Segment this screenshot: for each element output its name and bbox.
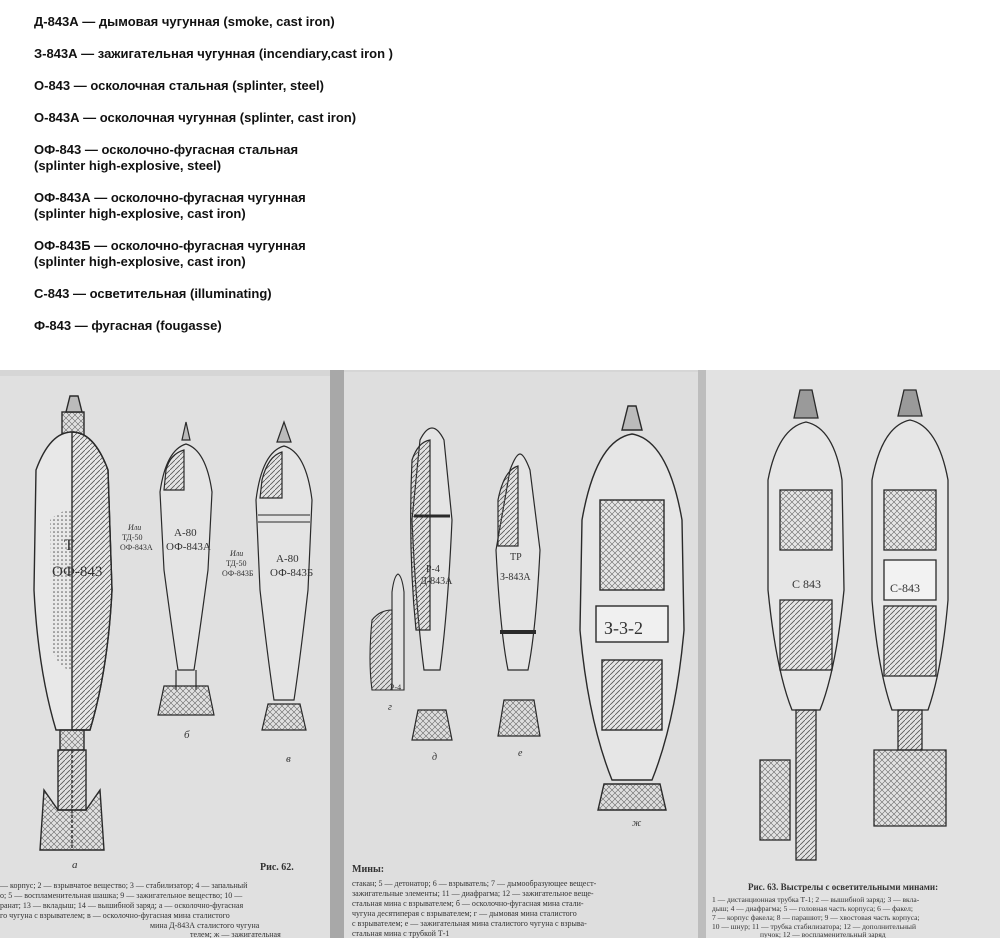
- figure-letter-d: д: [432, 752, 438, 763]
- mines-heading: Мины:: [352, 864, 385, 875]
- shell-g-code: Р-4: [390, 683, 402, 692]
- shell-2-code: С-843: [890, 581, 920, 595]
- figure-62-caption: Рис. 62.: [260, 862, 294, 873]
- legend-line: Ф-843 — фугасная (fougasse): [34, 318, 222, 333]
- illuminating-shell-2: [872, 390, 948, 826]
- figure-62-line: мина Д-843А сталистого чугуна: [150, 921, 260, 930]
- figure-63-line: дыш; 4 — диафрагма; 5 — головная часть корпуса; 6 — факел;: [712, 904, 913, 913]
- book-gutter: [330, 370, 344, 938]
- figure-letter-b: б: [184, 729, 190, 741]
- legend-item-o843: [34, 78, 634, 94]
- figure-62-line: го чугуна с взрывателем; в — осколочно-фугасная мина сталистого: [0, 911, 230, 920]
- figure-letter-g: г: [388, 702, 392, 713]
- shell-a-code: ОФ-843: [52, 564, 103, 580]
- figure-63-line: 10 — шнур; 11 — трубка стабилизатора; 12 — дополнительный: [712, 922, 916, 931]
- shell-e-code-2: З-843А: [500, 572, 531, 583]
- shell-v-code-2: ОФ-843Б: [270, 567, 314, 579]
- figure-63-line: 7 — корпус факела; 8 — парашют; 9 — хвостовая часть корпуса;: [712, 913, 920, 922]
- legend-item-of843b: [34, 238, 634, 270]
- legend-item-o843a: [34, 110, 634, 126]
- mines-line: с взрывателем; е — зажигательная мина сталистого чугуна с взрыва-: [352, 919, 587, 928]
- mortar-legend: [34, 14, 634, 350]
- figure-letter-zh: ж: [632, 818, 642, 829]
- mines-line: стакан; 5 — детонатор; 6 — взрыватель; 7 — дымообразующее вещест-: [352, 879, 597, 888]
- legend-line: (splinter high-explosive, cast iron): [34, 254, 246, 269]
- shell-b-note: Или: [128, 523, 142, 532]
- shell-b-code-2: ОФ-843А: [166, 541, 211, 553]
- shell-d-code-2: Д-843А: [420, 576, 453, 587]
- legend-line: (splinter high-explosive, steel): [34, 158, 222, 173]
- mines-line: стальная мина с трубкой Т-1: [352, 929, 450, 938]
- mines-line: стальная мина с взрывателем; б — осколочно-фугасная мина стали-: [352, 899, 584, 908]
- shell-d-code: Р-4: [426, 564, 440, 575]
- scanned-illustration: [0, 370, 1000, 938]
- legend-line: О-843А — осколочная чугунная (splinter, cast iron): [34, 110, 357, 125]
- shell-zh-code: З-3-2: [604, 618, 644, 638]
- figure-62-line: о; 5 — воспламенительная шашка; 9 — зажигательное вещество; 10 —: [0, 891, 243, 900]
- figure-letter-v: в: [286, 753, 291, 765]
- shell-v-code: А-80: [276, 553, 299, 565]
- shell-v-note: Или: [230, 549, 244, 558]
- shell-a-label: Т: [64, 537, 74, 554]
- mines-line: чугуна десятиперая с взрывателем; г — дымовая мина сталистого: [352, 909, 577, 918]
- legend-line: О-843 — осколочная стальная (splinter, steel): [34, 78, 324, 93]
- legend-line: Д-843А — дымовая чугунная (smoke, cast iron): [34, 14, 335, 29]
- legend-item-of843a: [34, 190, 634, 222]
- right-page: [704, 370, 1000, 938]
- legend-item-d843a: [34, 14, 634, 30]
- legend-line: (splinter high-explosive, cast iron): [34, 206, 246, 221]
- shell-b-alt-2: ОФ-843А: [120, 543, 153, 552]
- figure-62-line: ранат; 13 — вкладыш; 14 — вышибной заряд; а — осколочно-фугасная: [0, 901, 244, 910]
- legend-line: ОФ-843А — осколочно-фугасная чугунная: [34, 190, 306, 205]
- figure-63-line: 1 — дистанционная трубка Т-1; 2 — вышибной заряд; 3 — вкла-: [712, 895, 920, 904]
- shell-b-alt: ТД-50: [122, 533, 143, 542]
- figure-62-line: телем; ж — зажигательная: [190, 930, 281, 938]
- shell-v-alt: ТД-50: [226, 559, 247, 568]
- legend-item-z843a: [34, 46, 634, 62]
- shell-b-code: А-80: [174, 527, 197, 539]
- page-edge: [698, 370, 706, 938]
- figure-62-line: — корпус; 2 — взрывчатое вещество; 3 — стабилизатор; 4 — запальный: [0, 881, 248, 890]
- legend-item-f843: [34, 318, 634, 334]
- shell-1-code: С 843: [792, 577, 822, 591]
- legend-line: ОФ-843Б — осколочно-фугасная чугунная: [34, 238, 306, 253]
- shell-v-alt-2: ОФ-843Б: [222, 569, 254, 578]
- legend-item-of843: [34, 142, 634, 174]
- scanned-book-pages: [0, 370, 1000, 938]
- figure-63-caption: Рис. 63. Выстрелы с осветительными минами:: [748, 882, 939, 892]
- mines-line: зажигательные элементы; 11 — диафрагма; 12 — зажигательное веще-: [352, 889, 594, 898]
- legend-line: З-843А — зажигательная чугунная (incendiary,cast iron ): [34, 46, 393, 61]
- figure-letter-a: а: [72, 859, 78, 871]
- legend-line: С-843 — осветительная (illuminating): [34, 286, 272, 301]
- figure-letter-e: е: [518, 748, 523, 759]
- shell-e-code: ТР: [510, 552, 522, 563]
- figure-63-line: пучок; 12 — воспламенительный заряд: [760, 930, 886, 938]
- legend-line: ОФ-843 — осколочно-фугасная стальная: [34, 142, 299, 157]
- legend-item-s843: [34, 286, 634, 302]
